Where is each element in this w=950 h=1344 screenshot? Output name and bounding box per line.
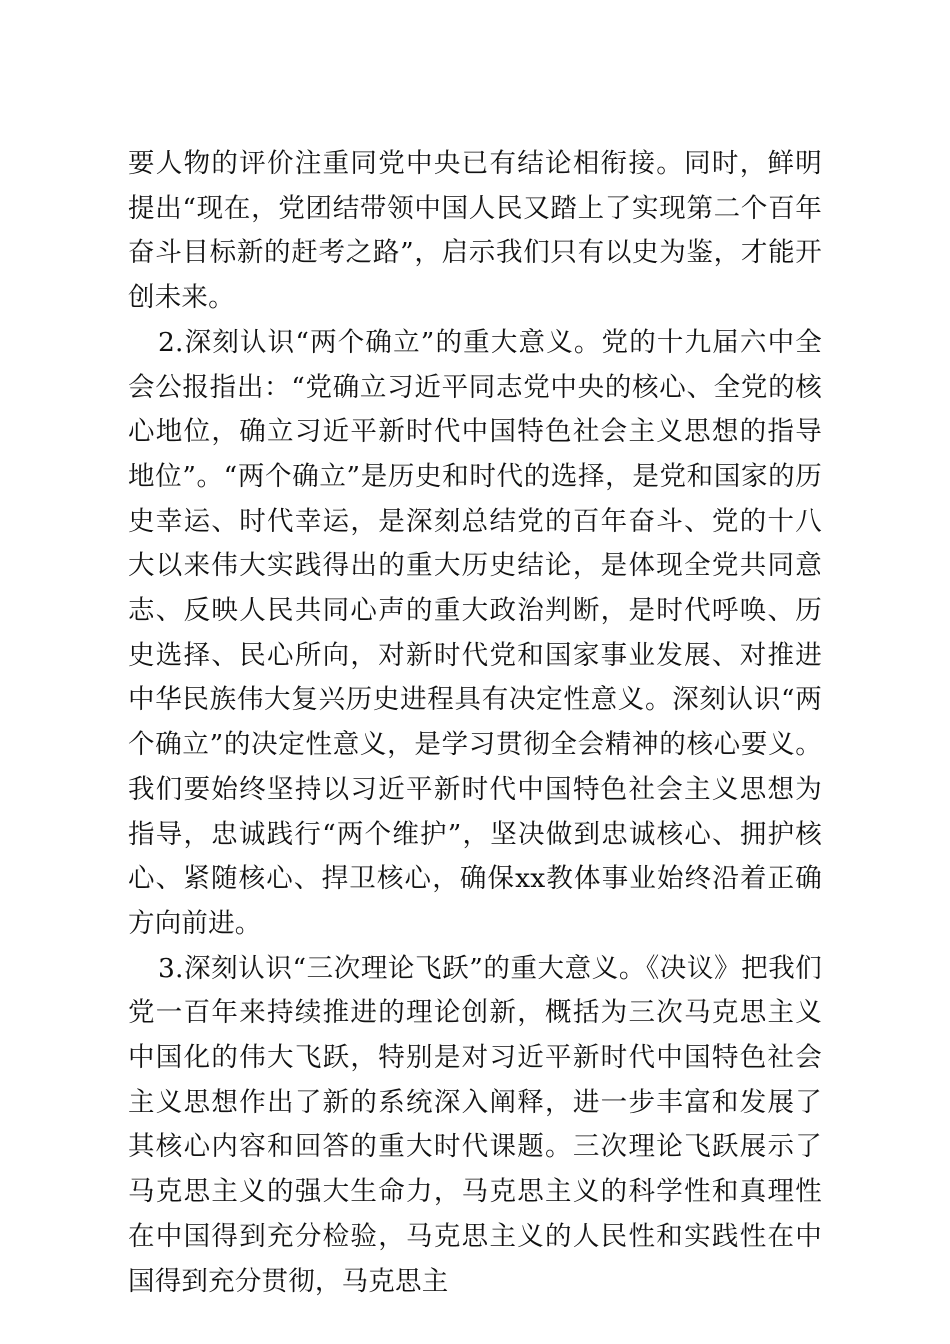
paragraph-section-2: 2.深刻认识“两个确立”的重大意义。党的十九届六中全会公报指出：“党确立习近平同志党中央的核心、全党的核心地位，确立习近平新时代中国特色社会主义思想的指导地位”。“两个确立”是历史和时代的选择，是党和国家的历史幸运、时代幸运，是深刻总结党的百年奋斗、党的十八大以来伟大实践得出的重大历史结论，是体现全党共同意志、反映人民共同心声的重大政治判断，是时代呼唤、历史选择、民心所向，对新时代党和国家事业发展、对推进中华民族伟大复兴历史进程具有决定性意义。深刻认识“两个确立”的决定性意义，是学习贯彻全会精神的核心要义。我们要始终坚持以习近平新时代中国特色社会主义思想为指导，忠诚践行“两个维护”，坚决做到忠诚核心、拥护核心、紧随核心、捍卫核心，确保xx教体事业始终沿着正确方向前进。	[128, 326, 822, 939]
paragraph-section-3: 3.深刻认识“三次理论飞跃”的重大意义。《决议》把我们党一百年来持续推进的理论创新，概括为三次马克思主义中国化的伟大飞跃，特别是对习近平新时代中国特色社会主义思想作出了新的系统深入阐释，进一步丰富和发展了其核心内容和回答的重大时代课题。三次理论飞跃展示了马克思主义的强大生命力，马克思主义的科学性和真理性在中国得到充分检验，马克思主义的人民性和实践性在中国得到充分贯彻，马克思主	[128, 952, 822, 1297]
document-body	[128, 142, 822, 1304]
paragraph-continuation: 要人物的评价注重同党中央已有结论相衔接。同时，鲜明提出“现在，党团结带领中国人民又踏上了实现第二个百年奋斗目标新的赶考之路”，启示我们只有以史为鉴，才能开创未来。	[128, 148, 822, 314]
